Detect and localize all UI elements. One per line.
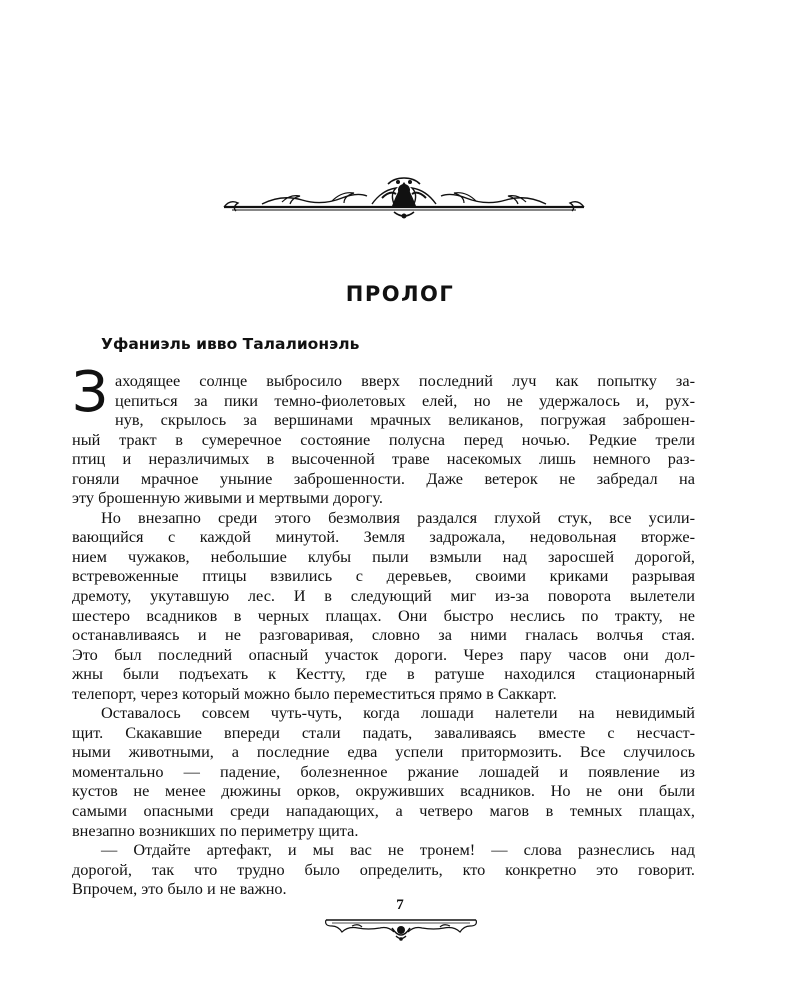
text-line: Оставалось совсем чуть-чуть, когда лошади налетели на невидимый: [101, 703, 695, 723]
text-line: ными животными, а последние едва успели притормозить. Все случилось: [72, 742, 695, 762]
text-line: нув, скрылось за вершинами мрачных великанов, погружая заброшен-: [115, 410, 695, 430]
text-line: гоняли мрачное уныние заброшенности. Даже ветерок не забредал на: [72, 468, 695, 488]
drop-cap: З: [72, 360, 108, 425]
text-line: вающийся с каждой минутой. Земля задрожала, недовольная вторже-: [72, 527, 695, 547]
page-number: 7: [396, 897, 404, 913]
text-line: аходящее солнце выбросило вверх последний луч как попытку за-: [115, 371, 695, 390]
paragraph-1: [72, 360, 695, 508]
text-line: самыми опасными среди нападающих, а четверо магов в темных плащах,: [72, 801, 695, 821]
paragraph-4: [72, 840, 695, 899]
text-line: встревоженные птицы взвились с деревьев, своими криками разрывая: [72, 566, 695, 586]
paragraph-2: [72, 508, 695, 703]
text-line: цепиться за пики темно-фиолетовых елей, но не удержалось и, рух-: [115, 390, 695, 410]
text-line: ный тракт в сумеречное состояние полусна перед ночью. Редкие трели: [72, 429, 695, 449]
chapter-subtitle: Уфаниэль ивво Талалионэль: [101, 335, 360, 353]
body-text: [72, 360, 695, 899]
text-line: Но внезапно среди этого безмолвия раздался глухой стук, все усили-: [101, 507, 695, 527]
text-line: внезапно возникших по периметру щита.: [72, 820, 359, 840]
text-line: кустов не менее дюжины орков, окруживших всадников. Но не они были: [72, 781, 695, 801]
text-line: моментально — падение, болезненное ржание лошадей и появление из: [72, 761, 695, 781]
text-line: дремоту, укутавшую лес. И в следующий миг из-за поворота вылетели: [72, 586, 695, 606]
text-line: жны были подъехать к Кестту, где в ратуше находился стационарный: [72, 664, 695, 684]
text-line: — Отдайте артефакт, и мы вас не тронем! — слова разнеслись над: [101, 840, 695, 860]
text-line: телепорт, через который можно было переместиться прямо в Саккарт.: [72, 683, 557, 703]
text-line: щит. Скакавшие впереди стали падать, заваливаясь вместе с несчаст-: [72, 722, 695, 742]
top-ornament-divider: [222, 176, 586, 222]
text-line: Это был последний опасный участок дороги. Через пару часов они дол-: [72, 644, 695, 664]
text-line: эту брошенную живыми и мертвыми дорогу.: [72, 488, 383, 508]
text-line: дорогой, так что трудно было определить, кто конкретно это говорит.: [72, 859, 695, 879]
text-line: останавливаясь и не разговаривая, словно за ними гналась волчья стая.: [72, 625, 695, 645]
text-line: птиц и неразличимых в высоченной траве насекомых лишь немного раз-: [72, 449, 695, 469]
text-line: Впрочем, это было и не важно.: [72, 879, 287, 899]
text-line: нием чужаков, небольшие клубы пыли взмыли над заросшей дорогой,: [72, 546, 695, 566]
chapter-title: ПРОЛОГ: [345, 282, 455, 306]
paragraph-3: [72, 703, 695, 840]
bottom-ornament-divider: [322, 912, 480, 942]
text-line: шестеро всадников в черных плащах. Они быстро неслись по тракту, не: [72, 605, 695, 625]
